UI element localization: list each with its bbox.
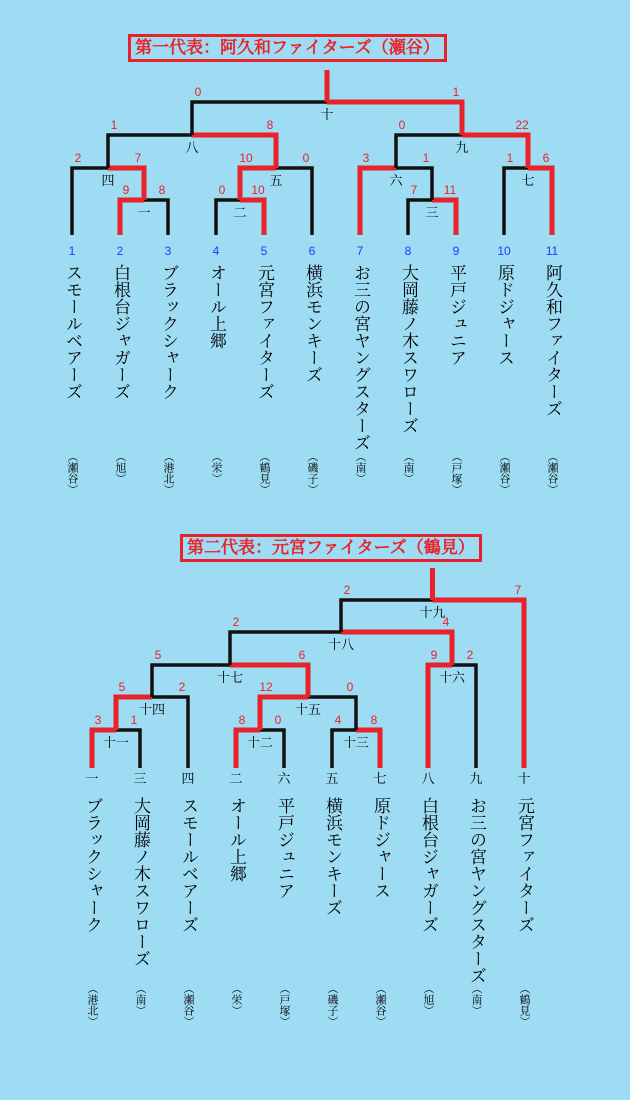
b1-team-number: 9 [452,244,460,258]
b2-team-name: 白根台ジャガーズ [418,797,438,933]
b1-team-city: （瀬谷） [498,451,511,495]
b2-team-city: （磯子） [326,983,339,1027]
b1-team-name: 平戸ジュニア [446,264,466,366]
b1-m3-score-a: 7 [410,183,418,197]
b1-m1-round: 一 [137,206,151,221]
b2-m18-score-a: 2 [232,615,240,629]
b1-m2-round: 二 [233,206,247,221]
b2-m17-score-b: 2 [466,648,474,662]
b1-final-score-a: 0 [194,85,202,99]
b2-team-city: （旭） [422,983,435,1016]
b1-team-city: （南） [402,451,415,484]
b2-team-city: （鶴見） [518,983,531,1027]
b2-team-city: （栄） [230,983,243,1016]
b2-team-name: オール上郷 [226,797,246,882]
b2-m13-score-a: 4 [334,713,342,727]
bracket1-title: 第一代表：阿久和ファイターズ（瀬谷） [128,34,447,62]
b1-team-number: 5 [260,244,268,258]
b2-m12-score-b: 0 [274,713,282,727]
b1-team-name: お三の宮ヤングスターズ [350,264,370,451]
b2-team-name: 平戸ジュニア [274,797,294,899]
b2-team-slot: 五 [325,772,339,787]
b1-team-city: （港北） [162,451,175,495]
b1-m4-score-b: 7 [134,151,142,165]
b2-m16-round: 十七 [216,671,244,686]
b2-team-city: （瀬谷） [374,983,387,1027]
b1-team-number: 10 [497,244,511,258]
b1-m9-score-a: 0 [398,118,406,132]
b1-final-score-b: 1 [452,85,460,99]
b2-team-city: （南） [134,983,147,1016]
b2-team-name: 大岡藤ノ木スワローズ [130,797,150,967]
b2-final-round: 十九 [419,606,446,621]
b2-m11-score-b: 1 [130,713,138,727]
b1-m5-score-b: 0 [302,151,310,165]
b1-m2-score-a: 0 [218,183,226,197]
b2-team-slot: 四 [181,772,195,787]
b2-final-score-b: 7 [514,583,522,597]
b2-m11-score-a: 3 [94,713,102,727]
b2-team-name: 横浜モンキーズ [322,797,342,916]
b1-m4-round: 四 [101,174,115,189]
b2-m15-round: 十五 [294,703,322,718]
b1-m5-round: 五 [269,174,283,189]
b2-m14-score-b: 2 [178,680,186,694]
b2-m12-score-a: 8 [238,713,246,727]
b2-m17-score-a: 9 [430,648,438,662]
b1-m1-score-b: 8 [158,183,166,197]
b2-team-slot: 三 [133,772,147,787]
b2-team-city: （港北） [86,983,99,1027]
b2-team-slot: 二 [229,772,243,787]
b2-m16-score-b: 6 [298,648,306,662]
b1-team-number: 6 [308,244,316,258]
b1-m9-round: 九 [455,141,469,156]
b1-m3-score-b: 11 [443,183,457,197]
b1-m7-round: 七 [521,174,535,189]
b2-team-city: （南） [470,983,483,1016]
b2-team-slot: 十 [517,772,531,787]
b1-m3-round: 三 [425,206,439,221]
b2-m18-left [230,632,341,665]
b1-m6-score-b: 1 [422,151,430,165]
b1-m4-score-a: 2 [74,151,82,165]
bracket2-title: 第二代表：元宮ファイターズ（鶴見） [180,534,482,562]
b1-team-city: （栄） [210,451,223,484]
b1-m7-score-b: 6 [542,151,550,165]
b1-m2-score-b: 10 [251,183,265,197]
b1-team-number: 3 [164,244,172,258]
b2-m12-round: 十二 [246,736,274,751]
b1-m5-score-a: 10 [239,151,253,165]
b2-team-city: （瀬谷） [182,983,195,1027]
b1-m8-score-b: 8 [266,118,274,132]
b2-team-city: （戸塚） [278,983,291,1027]
b2-team-slot: 七 [373,772,387,787]
b1-team-city: （磯子） [306,451,319,495]
b2-m18-round: 十八 [327,638,355,653]
b1-m1-score-a: 9 [122,183,130,197]
b2-final-score-a: 2 [343,583,351,597]
b1-team-name: スモールベアーズ [62,264,82,400]
b2-team-slot: 九 [469,772,483,787]
b2-team-name: ブラックシャーク [82,797,102,933]
b1-team-name: 原ドジャース [494,264,514,366]
b1-team-name: 白根台ジャガーズ [110,264,130,400]
b1-team-name: 阿久和ファイターズ [542,264,562,417]
b1-team-name: 横浜モンキーズ [302,264,322,383]
b1-team-number: 2 [116,244,124,258]
b2-m13-score-b: 8 [370,713,378,727]
b1-team-city: （鶴見） [258,451,271,495]
b2-team-name: スモールベアーズ [178,797,198,933]
b2-m18-score-b: 4 [442,615,450,629]
b1-m6-score-a: 3 [362,151,370,165]
b2-team-slot: 八 [421,772,435,787]
b2-team-name: 元宮ファイターズ [514,797,534,933]
b1-team-number: 11 [545,244,559,258]
b1-m9-score-b: 22 [515,118,529,132]
b2-m13-round: 十三 [342,736,370,751]
b2-team-slot: 一 [85,772,99,787]
b2-m15-score-b: 0 [346,680,354,694]
b1-team-number: 8 [404,244,412,258]
b1-team-city: （南） [354,451,367,484]
b1-m8-score-a: 1 [110,118,118,132]
b2-team-slot: 六 [277,772,291,787]
b2-m17-round: 十六 [438,671,466,686]
b2-m14-score-a: 5 [118,680,126,694]
b1-team-name: オール上郷 [206,264,226,349]
b2-team-name: お三の宮ヤングスターズ [466,797,486,984]
b1-final-round: 十 [320,108,334,123]
b1-team-city: （瀬谷） [66,451,79,495]
b1-m6-round: 六 [389,174,403,189]
b1-team-city: （瀬谷） [546,451,559,495]
b2-m15-score-a: 12 [259,680,273,694]
b1-team-name: 大岡藤ノ木スワローズ [398,264,418,434]
b1-m8-round: 八 [185,141,199,156]
b1-m7-score-a: 1 [506,151,514,165]
b1-team-city: （旭） [114,451,127,484]
b1-team-number: 7 [356,244,364,258]
b1-team-name: 元宮ファイターズ [254,264,274,400]
b2-m16-score-a: 5 [154,648,162,662]
b1-team-name: ブラックシャーク [158,264,178,400]
b2-team-name: 原ドジャース [370,797,390,899]
b1-team-number: 1 [68,244,76,258]
b2-m11-round: 十一 [102,736,130,751]
b2-m14-round: 十四 [138,703,166,718]
b1-team-number: 4 [212,244,220,258]
b1-team-city: （戸塚） [450,451,463,495]
